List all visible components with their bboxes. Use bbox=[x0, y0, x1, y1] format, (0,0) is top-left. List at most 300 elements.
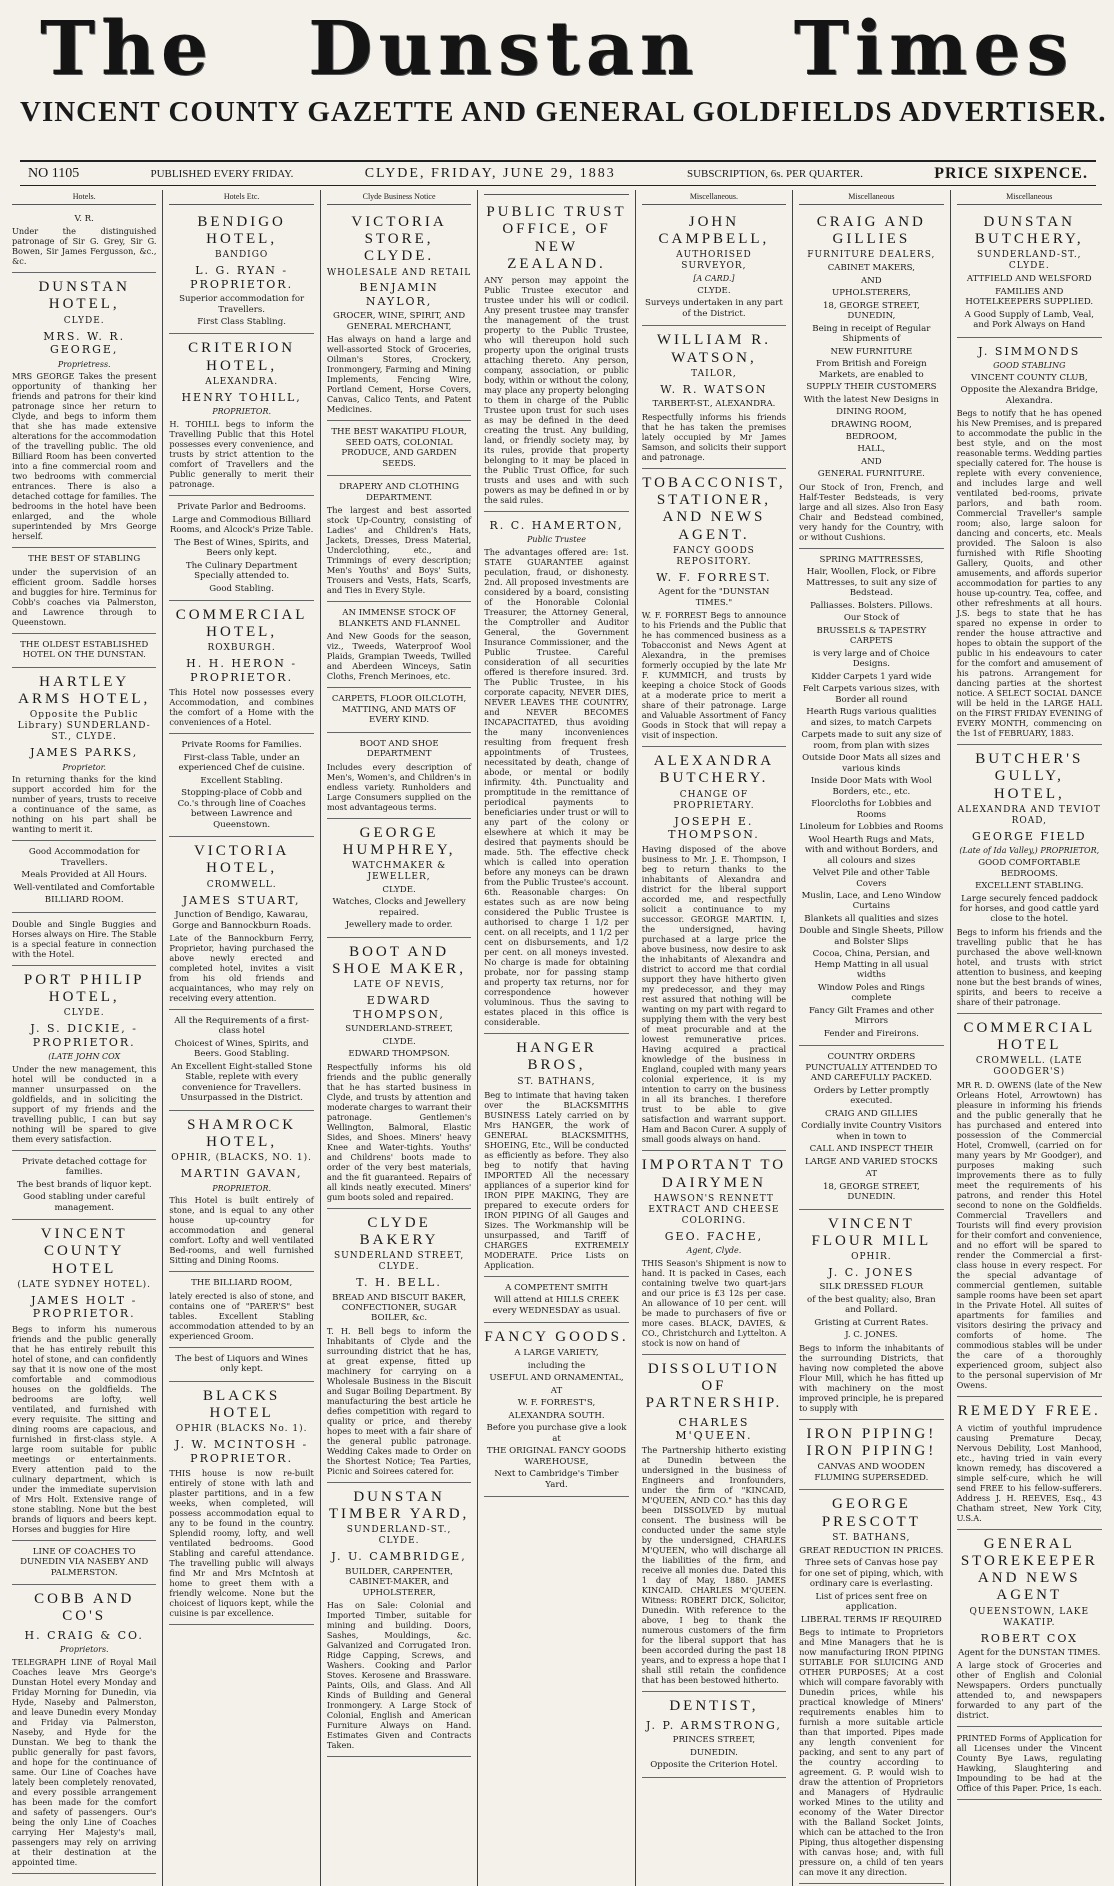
ad-line: DINING ROOM, bbox=[836, 407, 907, 418]
ad-title: TOBACCONIST, STATIONER, AND NEWS AGENT. bbox=[642, 474, 786, 543]
ad-title: DUNSTAN TIMBER YARD, bbox=[328, 1488, 470, 1523]
advertisement bbox=[327, 208, 471, 422]
ad-title: GEORGE PRESCOTT bbox=[821, 1496, 921, 1530]
advertisement bbox=[169, 1010, 313, 1111]
ad-line: Fancy Gilt Frames and other Mirrors bbox=[808, 1005, 934, 1027]
advertisement bbox=[169, 334, 313, 496]
ad-subtitle: CROMWELL. bbox=[206, 879, 277, 890]
publication-frequency: PUBLISHED EVERY FRIDAY. bbox=[150, 167, 294, 180]
ad-title: IRON PIPING! IRON PIPING! bbox=[806, 1425, 937, 1460]
ad-line: The best of Liquors and Wines only kept. bbox=[175, 1353, 308, 1375]
ad-line: V. R. bbox=[74, 213, 94, 224]
ad-proprietor: ROBERT COX bbox=[980, 1631, 1078, 1645]
advertisement bbox=[12, 1220, 156, 1541]
ad-line: Excellent Stabling. bbox=[200, 775, 283, 786]
ad-line: AND bbox=[861, 456, 882, 467]
ad-proprietor: JOSEPH E. THOMPSON. bbox=[668, 814, 760, 841]
advertisement bbox=[799, 208, 943, 549]
column-7 bbox=[951, 190, 1108, 1886]
ad-title: CRAIG AND GILLIES bbox=[816, 213, 926, 247]
ad-proprietor: BENJAMIN NAYLOR, bbox=[359, 281, 439, 308]
advertisement bbox=[327, 938, 471, 1209]
advertisement bbox=[327, 733, 471, 819]
ad-line: GOOD COMFORTABLE BEDROOMS. bbox=[978, 858, 1081, 879]
advertisement bbox=[169, 496, 313, 601]
ad-line: THE OLDEST ESTABLISHED HOTEL ON THE DUNSTAN. bbox=[20, 639, 149, 661]
advertisement bbox=[799, 1490, 943, 1884]
ad-body: Having disposed of the above business to Mr. J. E. Thompson, I beg to return thanks to the inhabitants of Alexandra and district for the liberal support accorded me, and respectfully solicit a continuance to my successor. GEORGE MARTIN. I, the undersigned, having purchased at a large price the above business, now desire to ask the inhabitants of Alexandra and district to accord me that cordial support they have hitherto given my predecessor, and they may rest assured that nothing will be wanting on my part with regard to supplying them with the very best of meat procurable and at the lowest remunerative prices. Having acquired a practical knowledge of the business in England, coupled with many years colonial experience, it is my intention to carry on the business in all its branches. I therefore trust to be able to give satisfaction and warrant support. Ham and Bacon Curer. A supply of small goods always on hand. bbox=[641, 844, 787, 1145]
ad-line: J. C. JONES. bbox=[845, 1330, 898, 1341]
advertisement bbox=[484, 512, 628, 1034]
ad-line: Private detached cottage for families. bbox=[21, 1156, 147, 1178]
ad-line: Junction of Bendigo, Kawarau, Gorge and Bannockburn Roads. bbox=[172, 910, 312, 931]
ad-body: This Hotel is built entirely of stone, and is equal to any other house up-country for accommodation and general comfort. Lofty and well ventilated Bed-rooms, and well furnished Sitting and Dining Rooms. bbox=[169, 1195, 314, 1266]
advertisement bbox=[327, 421, 471, 476]
ad-proprietor: EDWARD THOMPSON, bbox=[353, 994, 445, 1021]
column-heading: Hotels. bbox=[12, 192, 156, 205]
ad-line: Hair, Woollen, Flock, or Fibre Mattresses, to suit any size of Bedstead. bbox=[806, 567, 937, 599]
ad-note: [A CARD.] bbox=[693, 274, 735, 284]
advertisement bbox=[957, 1014, 1102, 1397]
ad-proprietor: JAMES PARKS, bbox=[30, 746, 139, 760]
ad-line: CANVAS AND WOODEN FLUMING SUPERSEDED. bbox=[814, 1462, 929, 1483]
ad-subtitle: Opposite the Public Library) SUNDERLAND-ST., CLYDE. bbox=[17, 710, 151, 743]
ad-body: The advantages offered are: 1st. STATE GUARANTEE against peculation, fraud, or dishonesty. 2nd. All proposed investments are considered by a board, consisting of the Honorable Colonial Treasurer, the Attorney General, the Comptroller and Auditor General, the Government Insurance Commissioner, and the Public Trustee. Careful consideration of all securities offered is therefore insured. 3rd. The Public Trustee, in his corporate capacity, NEVER DIES, NEVER LEAVES THE COUNTRY, and NEVER BECOMES INCAPACITATED, thus avoiding the many inconveniences resulting from frequent fresh appointments of Trustees, necessitated by death, change of abode, or mental or bodily infirmity. 4th. Punctuality and promptitude in the remittance of periodical payments to beneficiaries under trust or will to any part of the colony or elsewhere at which it may be desired that payments should be made. 5th. The effective check which is called into operation before any moneys can be drawn from the Public Trustee's account. 6th. Reasonable charges: On estates such as are now being considered the Public Trustee is authorised to charge 1 1/2 per cent. on all receipts, and 1 1/2 per cent on disbursements, and 1/2 per cent. on all moneys invested. No charge is made for obtaining probate, nor for passing stamp and property tax returns, nor for correspondence however voluminous. Thus the saving to estates placed in this office is considerable. bbox=[484, 547, 629, 1028]
ad-line: Orders by Letter promptly executed. bbox=[813, 1085, 929, 1107]
ad-title: HARTLEY ARMS HOTEL, bbox=[18, 673, 151, 707]
ad-title: WILLIAM R. WATSON, bbox=[656, 332, 771, 366]
ad-title: PORT PHILIP HOTEL, bbox=[23, 971, 145, 1005]
ad-line: First Class Stabling. bbox=[197, 317, 286, 327]
ad-proprietor: HENRY TOHILL, bbox=[181, 390, 302, 404]
ad-subtitle: FANCY GOODS REPOSITORY. bbox=[672, 545, 755, 567]
column-heading bbox=[484, 192, 628, 195]
ad-line: THE BEST WAKATIPU FLOUR, SEED OATS, COLONIAL PRODUCE, AND GARDEN SEEDS. bbox=[331, 427, 467, 469]
masthead bbox=[0, 0, 1114, 160]
advertisement bbox=[327, 476, 471, 602]
newspaper-subtitle: VINCENT COUNTY GAZETTE AND GENERAL GOLDFIELDS ADVERTISER. bbox=[20, 96, 1107, 128]
ad-line: THE BILLIARD ROOM, bbox=[191, 1278, 293, 1289]
advertisement bbox=[957, 1397, 1102, 1529]
ad-line: Large and Commodious Billiard Rooms, and Alcock's Prize Table. bbox=[169, 514, 314, 536]
ad-proprietor: W. F. FORREST. bbox=[656, 570, 772, 584]
ad-line: UPHOLSTERERS, bbox=[832, 288, 911, 299]
ad-body: THIS house is now re-built entirely of stone with lath and plaster partitions, and in a few weeks, when completed, will possess accommodation equal to any to be found in the country. Splendid roomy, lofty, and well ventilated bedrooms. Good Stabling and careful attendance. The travelling public will always find Mr and Mrs McIntosh at home to greet them with a friendly welcome. None but the choicest of liquors kept, while the cuisine is par excellence. bbox=[169, 1468, 314, 1619]
ad-title: GENERAL STOREKEEPER AND NEWS AGENT bbox=[960, 1535, 1098, 1604]
ad-line: CABINET MAKERS, bbox=[827, 263, 915, 274]
ad-line: The Best of Wines, Spirits, and Beers only kept. bbox=[174, 537, 309, 559]
ad-title: DUNSTAN BUTCHERY, bbox=[974, 213, 1084, 247]
title-word-1: The bbox=[40, 6, 214, 92]
column-heading: Miscellaneous. bbox=[642, 192, 786, 205]
ad-title: BOOT AND SHOE MAKER, bbox=[332, 943, 466, 978]
issue-info-bar bbox=[20, 160, 1096, 186]
ad-subtitle: (LATE SYDNEY HOTEL). bbox=[17, 1279, 152, 1290]
ad-body: A victim of youthful imprudence causing Premature Decay, Nervous Debility, Lost Manhood, etc., having tried in vain every known remedy, has discovered a simple self-cure, which he will send FREE to his fellow-sufferers. Address J. H. REEVES, Esq., 43 Chatham street, New York City, U.S.A. bbox=[956, 1422, 1102, 1523]
ad-body: Under the distinguished patronage of Sir G. Grey, Sir G. Bowen, Sir James Fergusson, &c., &c. bbox=[12, 226, 157, 267]
ad-title: GEORGE HUMPHREY, bbox=[342, 824, 456, 858]
advertisement bbox=[12, 273, 156, 548]
ad-title: DUNSTAN HOTEL, bbox=[38, 279, 130, 313]
ad-line: Agent for the "DUNSTAN TIMES." bbox=[658, 587, 770, 608]
ad-body: THIS Season's Shipment is now to hand. It is packed in Cases, each containing twelve two quart-jars and our price is £3 12s per case. An allowance of 10 per cent. will be made to purchasers of five or more cases. BLACK, DAVIES, & CO., Christchurch and Lyttelton. A stock is now on hand of bbox=[641, 1257, 787, 1348]
ad-subtitle: LATE OF NEVIS, bbox=[353, 980, 445, 991]
ad-line: Blankets all qualities and sizes bbox=[804, 913, 939, 924]
ad-line: SPRING MATTRESSES, bbox=[819, 554, 924, 565]
ad-note: Public Trustee bbox=[527, 535, 586, 545]
ad-line: Superior accommodation for Travellers. bbox=[179, 294, 305, 315]
advertisement bbox=[484, 198, 628, 512]
advertisement bbox=[169, 734, 313, 837]
ad-line: Three sets of Canvas hose pay for one set of piping, which, with ordinary care is everlasting. bbox=[799, 1558, 944, 1590]
advertisement bbox=[12, 668, 156, 842]
ad-line: is very large and of Choice Designs. bbox=[812, 648, 930, 670]
ad-body: Has always on hand a large and well-assorted Stock of Groceries, Oilman's Stores, Crockery, Ironmongery, Farming and Mining Implements, Fencing Wire, Portland Cement, Horse Covers, Canvas, Calico Tents, and Patent Medicines. bbox=[326, 334, 472, 415]
column-5 bbox=[636, 190, 793, 1886]
ad-line: GENERAL FURNITURE. bbox=[817, 469, 925, 480]
ad-proprietor: JAMES HOLT - PROPRIETOR. bbox=[31, 1293, 138, 1321]
ad-title: FANCY GOODS. bbox=[484, 1329, 629, 1346]
ad-proprietor: J. P. ARMSTRONG, bbox=[645, 1718, 782, 1732]
advertisement bbox=[169, 1382, 313, 1625]
ad-proprietor: J. SIMMONDS bbox=[978, 344, 1081, 358]
ad-note: PROPRIETOR. bbox=[212, 1183, 272, 1193]
advertisement bbox=[169, 601, 313, 734]
ad-line: First-class Table, under an experienced Chef de cuisine. bbox=[178, 752, 305, 774]
ad-subtitle: ST. BATHANS, bbox=[517, 1076, 596, 1087]
advertisement bbox=[957, 208, 1102, 338]
advertisement bbox=[642, 747, 786, 1151]
advertisement bbox=[484, 1323, 628, 1497]
ad-line: Wool Hearth Rugs and Mats, with and without Borders, and all colours and sizes bbox=[804, 834, 938, 866]
advertisement bbox=[12, 548, 156, 633]
advertisement bbox=[327, 1209, 471, 1483]
ad-subtitle: OPHIR (BLACKS No. 1). bbox=[175, 1424, 308, 1435]
ad-line: The Culinary Department Specially attended to. bbox=[185, 560, 298, 582]
ad-line: Gristing at Current Rates. bbox=[814, 1317, 929, 1328]
ad-line: AT bbox=[550, 1385, 563, 1396]
ad-line: of the best quality; also, Bran and Pollard. bbox=[807, 1294, 936, 1316]
advertisement bbox=[642, 326, 786, 468]
ad-line: Cordially invite Country Visitors when in town to bbox=[801, 1121, 942, 1142]
ad-line: Private Rooms for Families. bbox=[181, 740, 302, 751]
ad-line: Our Stock of bbox=[843, 613, 899, 624]
ad-line: CLYDE. bbox=[697, 285, 731, 296]
ad-title: COMMERCIAL HOTEL, bbox=[175, 606, 308, 641]
ad-title: COMMERCIAL HOTEL bbox=[963, 1019, 1096, 1054]
ad-line: CRAIG AND GILLIES bbox=[824, 1108, 918, 1119]
advertisement bbox=[484, 1277, 628, 1323]
ad-line: All the Requirements of a first-class hotel bbox=[174, 1015, 309, 1037]
column-heading: Miscellaneous bbox=[799, 192, 943, 205]
newspaper-title bbox=[40, 6, 1074, 92]
ad-line: Choicest of Wines, Spirits, and Beers. Good Stabling. bbox=[174, 1038, 309, 1060]
ad-title: VINCENT COUNTY HOTEL bbox=[40, 1226, 128, 1277]
column-2 bbox=[163, 190, 320, 1886]
subscription-rate: SUBSCRIPTION, 6s. PER QUARTER. bbox=[687, 167, 863, 180]
ad-line: BRUSSELS & TAPESTRY CARPETS bbox=[816, 625, 927, 647]
ad-line: Fender and Fireirons. bbox=[823, 1028, 919, 1039]
ad-subtitle: BANDIGO bbox=[214, 250, 269, 261]
ad-subtitle: WHOLESALE AND RETAIL bbox=[326, 267, 472, 278]
ad-line: TARBERT-ST., ALEXANDRA. bbox=[652, 399, 776, 410]
ad-subtitle: CROMWELL. (LATE GOODGER'S) bbox=[975, 1056, 1083, 1078]
ad-subtitle: OPHIR, (BLACKS, NO. 1). bbox=[171, 1153, 312, 1164]
ad-line: PRINCES STREET, bbox=[672, 1735, 756, 1746]
advertisement bbox=[957, 1530, 1102, 1728]
ad-proprietor: GEORGE FIELD bbox=[972, 829, 1087, 843]
advertisement bbox=[642, 1151, 786, 1355]
ad-line: COUNTRY ORDERS PUNCTUALLY ATTENDED TO AND CAREFULLY PACKED. bbox=[805, 1052, 938, 1084]
ad-line: W. F. FORREST'S, bbox=[517, 1398, 596, 1409]
ad-subtitle: QUEENSTOWN, LAKE WAKATIP. bbox=[969, 1606, 1090, 1628]
ad-line: Hearth Rugs various qualities and sizes, to match Carpets bbox=[806, 707, 937, 728]
advertisement bbox=[642, 208, 786, 327]
column-heading: Clyde Business Notice bbox=[327, 192, 471, 205]
ad-line: DUNEDIN. bbox=[689, 1747, 738, 1758]
ad-body: Begs to inform the inhabitants of the surrounding Districts, that having now completed the above Flour Mill, which he has fitted up with machinery on the most improved principle, he is prepared to supply with bbox=[799, 1342, 944, 1413]
ad-body: Respectfully informs his friends that he has taken the premises lately occupied by Mr James Samson, and solicits their support and patronage. bbox=[641, 411, 787, 462]
ad-proprietor: T. H. BELL. bbox=[356, 1276, 442, 1290]
ad-body: MR R. D. OWENS (late of the New Orleans Hotel, Arrowtown) has pleasure in informing his friends and the public generally that he has purchased and entered into possession of the Commercial Hotel, Cromwell, (carried on for many years by Mr Goodger), and purposes making such improvements there as to fully meet the requirements of his patrons, and render this Hotel second to none on the Goldfields. Commercial Travellers and Tourists will find every provision for their comfort and convenience, and no effort will be spared to render the Commercial a first-class house in every respect. For the special advantage of commercial gentlemen, suitable sample rooms have been set apart in the Private Hotel. All suites of apartments for families and visitors desiring the privacy and comforts of home. The commodious stables will be under the care of a thoroughly experienced groom, subject also to the personal supervision of Mr Owens. bbox=[956, 1080, 1102, 1391]
ad-line: HALL, bbox=[857, 444, 886, 455]
ad-line: Good Accommodation for Travellers. bbox=[28, 847, 140, 868]
advertisement bbox=[642, 1355, 786, 1693]
ad-note: (LATE JOHN COX bbox=[48, 1051, 121, 1061]
ad-body: ANY person may appoint the Public Trustee executor and trustee under his will or codicil. Any present trustee may transfer the management of the trust property to the Public Trustee, who will thereupon hold such property upon the original trusts attaching thereto. Any person, company, association, or public body, within or without the colony, may place any property belonging to them in charge of the Public Trustee upon trust for such uses as may be defined in the deed creating the trust. Any building, land, or friendly society may, by its rules, provide that property belonging to it may be placed in the Public Trust Office, for such trusts and uses and with such powers as may be defined in or by the said rules. bbox=[484, 275, 629, 505]
ad-title: DENTIST, bbox=[669, 1698, 759, 1715]
ad-line: AT bbox=[865, 1169, 878, 1180]
title-word-2: Dunstan bbox=[308, 6, 700, 92]
ad-line: Next to Cambridge's Timber Yard. bbox=[494, 1469, 619, 1490]
ad-line: THE ORIGINAL FANCY GOODS WAREHOUSE, bbox=[486, 1446, 627, 1467]
ad-line: SILK DRESSED FLOUR bbox=[819, 1282, 924, 1293]
ad-title: SHAMROCK HOTEL, bbox=[187, 1116, 297, 1151]
ad-line: Surveys undertaken in any part of the District. bbox=[645, 298, 783, 319]
ad-line: ALEXANDRA SOUTH. bbox=[508, 1410, 605, 1421]
ad-line: SUPPLY THEIR CUSTOMERS bbox=[806, 382, 937, 393]
ad-line: DRAPERY AND CLOTHING DEPARTMENT. bbox=[339, 482, 460, 503]
advertisement bbox=[327, 819, 471, 938]
ad-body: H. TOHILL begs to inform the Travelling Public that this Hotel possesses every convenience, and trusts by strict attention to the comfort of Travellers and the Public generally to merit their patronage. bbox=[169, 419, 314, 490]
issue-date: CLYDE, FRIDAY, JUNE 29, 1883 bbox=[364, 165, 616, 181]
ad-line: Watches, Clocks and Jewellery repaired. bbox=[332, 897, 466, 918]
advertisement bbox=[642, 469, 786, 747]
ad-note: Proprietor. bbox=[62, 762, 107, 772]
ad-body: TELEGRAPH LINE of Royal Mail Coaches leave Mrs George's Dunstan Hotel every Monday and Friday Morning for Dunedin, via Hyde, Naseby and Palmerston, and leave Dunedin every Monday and Friday via Palmerston, Naseby, and Hyde for the Dunstan. We beg to thank the public generally for past favors, and hope for the continuance of same. Our Line of Coaches have lately been completely renovated, and every possible arrangement has been made for the comfort and safety of passengers. Our's being the only Line of Coaches carrying Her Majesty's mail, passengers may rely on arriving at their destination at the appointed time. bbox=[12, 1656, 157, 1867]
ad-subtitle: AUTHORISED SURVEYOR, bbox=[676, 250, 752, 272]
ad-subtitle: FURNITURE DEALERS, bbox=[807, 250, 936, 261]
ad-line: 18, GEORGE STREET, DUNEDIN. bbox=[822, 1181, 920, 1203]
ad-body: W. F. FORREST Begs to announce to his Friends and the Public that he has commenced business as a Tobacconist and News Agent at Alexandra, in the premises formerly occupied by the late Mr F. KUMMICH, and trusts by keeping a choice Stock of Goods at a moderate price to merit a share of their patronage. Large and Valuable Assortment of Fancy Goods in Stock that will repay a visit of inspection. bbox=[641, 610, 787, 741]
advertisement bbox=[12, 913, 156, 966]
ad-title: VICTORIA STORE, CLYDE. bbox=[351, 213, 447, 265]
ad-line: Linoleum for Lobbies and Rooms bbox=[799, 822, 944, 833]
ad-proprietor: H. H. HERON - PROPRIETOR. bbox=[186, 657, 298, 684]
ad-line: List of prices sent free on application. bbox=[815, 1591, 928, 1613]
ad-line: VINCENT COUNTY CLUB, bbox=[970, 372, 1088, 383]
ad-line: CALL AND INSPECT THEIR bbox=[809, 1144, 934, 1155]
ad-body: The largest and best assorted stock Up-Country, consisting of Ladies' and Children's Hats, Jackets, Dresses, Dress Material, Underclothing, etc., and Trimmings of every description; Men's Youths' and Boys' Suits, Trousers and Vests, Hats, Scarfs, and Ties in Every Style. bbox=[326, 505, 472, 596]
ad-line: BOOT AND SHOE DEPARTMENT bbox=[359, 738, 439, 760]
ad-subtitle: CHANGE OF PROPRIETARY. bbox=[673, 789, 755, 811]
ad-subtitle: SUNDERLAND-ST., CLYDE. bbox=[977, 250, 1082, 272]
advertisement bbox=[799, 1210, 943, 1420]
ad-line: Jewellery made to order. bbox=[345, 920, 453, 931]
advertisement bbox=[327, 688, 471, 732]
ad-title: COBB AND CO'S bbox=[34, 1591, 135, 1625]
ad-line: Agent for the DUNSTAN TIMES. bbox=[958, 1648, 1101, 1658]
ad-line: EXCELLENT STABLING. bbox=[975, 881, 1084, 892]
ad-title: ALEXANDRA BUTCHERY. bbox=[653, 753, 775, 787]
ad-line: A COMPETENT SMITH bbox=[505, 1282, 608, 1293]
ad-line: Double and Single Sheets, Pillow and Bolster Slips bbox=[799, 926, 944, 947]
ad-body: PRINTED Forms of Application for all Licenses under the Vincent County Bye Laws, regulating Hawking, Slaughtering and Impounding to be had at the Office of this Paper. Price, 1s each. bbox=[956, 1733, 1102, 1794]
ad-line: AN IMMENSE STOCK OF BLANKETS AND FLANNEL bbox=[338, 608, 460, 629]
advertisement bbox=[799, 1420, 943, 1490]
ad-proprietor: L. G. RYAN - PROPRIETOR. bbox=[190, 264, 294, 291]
ad-line: Being in receipt of Regular Shipments of bbox=[812, 323, 931, 345]
column-heading: Miscellaneous bbox=[957, 192, 1102, 205]
advertisement bbox=[484, 1034, 628, 1276]
ad-note: PROPRIETOR. bbox=[212, 407, 272, 417]
ad-line: A LARGE VARIETY, bbox=[514, 1348, 599, 1359]
advertisement bbox=[12, 208, 156, 273]
ad-line: BILLIARD ROOM. bbox=[44, 895, 124, 906]
ad-line: including the bbox=[527, 1360, 586, 1371]
ad-line: FAMILIES AND HOTELKEEPERS SUPPLIED. bbox=[965, 286, 1094, 308]
ad-line: A Good Supply of Lamb, Veal, and Pork Always on Hand bbox=[964, 309, 1094, 331]
ad-line: An Excellent Eight-stalled Stone Stable, replete with every convenience for Travellers. Unsurpassed in the District. bbox=[171, 1061, 313, 1104]
ad-title: BENDIGO HOTEL, bbox=[197, 213, 286, 247]
ad-subtitle: WATCHMAKER & JEWELLER, bbox=[351, 861, 447, 883]
column-3 bbox=[321, 190, 478, 1886]
ad-proprietor: W. R. WATSON bbox=[660, 382, 768, 396]
ad-line: AND bbox=[861, 275, 882, 286]
advertisement bbox=[12, 1541, 156, 1585]
ad-line: Palliasses. Bolsters. Pillows. bbox=[810, 600, 933, 611]
ad-proprietor: J. U. CAMBRIDGE, bbox=[331, 1550, 467, 1564]
ad-title: DISSOLUTION OF PARTNERSHIP. bbox=[645, 1360, 783, 1412]
ad-line: Meals Provided at All Hours. bbox=[21, 870, 147, 881]
ad-line: With the latest New Designs in bbox=[803, 394, 939, 405]
ad-line: Muslin, Lace, and Leno Window Curtains bbox=[801, 890, 942, 912]
ad-line: Will attend at HILLS CREEK every WEDNESDAY as usual. bbox=[492, 1295, 621, 1316]
ad-body: Begs to inform his numerous friends and the public generally that he has entirely rebuilt this hotel of stone, and can confidently say that it is now one of the most comfortable and commodious houses on the goldfields. The bedrooms are lofty, well ventilated, and furnished with every requisite. The sitting and dining rooms are capacious, and furnished in first-class style. A large room suitable for public meetings or entertainments. Every attention paid to the culinary department, which is under the immediate supervision of Mrs Holt. Extensive range of stone stabling. None but the best brands of liquors and beers kept. Horses and buggies for Hire bbox=[12, 1323, 157, 1534]
advertisement bbox=[12, 1151, 156, 1220]
advertisement bbox=[169, 208, 313, 335]
ad-proprietor: CHARLES M'QUEEN. bbox=[675, 1415, 753, 1443]
ad-line: CLYDE. bbox=[382, 1036, 416, 1047]
ad-body: lately erected is also of stone, and contains one of "PARER'S" best tables. Excellent Stabling accommodation attended to by an experienced Groom. bbox=[169, 1290, 314, 1341]
ad-body: Begs to inform his friends and the travelling public that he has purchased the above well-known hotel, and trusts with strict attention to business, and keeping none but the best brands of wines, spirits, and beers to receive a share of their patronage. bbox=[956, 926, 1102, 1007]
ad-line: NEW FURNITURE bbox=[830, 346, 913, 357]
ad-line: The best brands of liquor kept. bbox=[16, 1179, 152, 1190]
ad-line: Large securely fenced paddock for horses, and good cattle yard close to the hotel. bbox=[959, 893, 1099, 925]
advertisement bbox=[169, 1272, 313, 1347]
ad-line: Opposite the Criterion Hotel. bbox=[650, 1760, 778, 1771]
ad-body: Includes every description of Men's, Women's, and Children's in endless variety. Runholders and Large Consumers supplied on the most advantageous terms. bbox=[326, 761, 472, 812]
ad-subtitle: OPHIR. bbox=[851, 1252, 892, 1263]
ad-proprietor: R. C. HAMERTON, bbox=[489, 519, 624, 532]
ad-subtitle: HAWSON'S RENNETT EXTRACT AND CHEESE COLORING. bbox=[648, 1193, 780, 1226]
ad-subtitle: CLYDE. bbox=[63, 315, 105, 326]
ad-body: In returning thanks for the kind support accorded him for the number of years, trusts to receive a continuance of the same, as nothing on his part shall be wanting to merit it. bbox=[12, 774, 157, 835]
issue-number: NO 1105 bbox=[28, 165, 80, 181]
ad-body: Has on Sale: Colonial and Imported Timber, suitable for mining and building. Doors, Sashes, Mouldings, &c. Galvanized and Corrugated Iron. Ridge Capping, Screws, and Washers. Cooking and Parlor Stoves. Kerosene and Brassware. Paints, Oils, and Glass. And All Kinds of Building and General Ironmongery. A Large Stock of Colonial, English and American Furniture Always on Hand. Estimates Given and Contracts Taken. bbox=[326, 1600, 472, 1751]
ad-title: CRITERION HOTEL, bbox=[188, 340, 296, 374]
ad-subtitle: CLYDE. bbox=[63, 1008, 105, 1019]
advertisement bbox=[327, 1483, 471, 1757]
ad-title: HANGER BROS, bbox=[516, 1040, 597, 1074]
ad-line: GROCER, WINE, SPIRIT, AND GENERAL MERCHANT, bbox=[333, 311, 466, 332]
ad-line: SUNDERLAND-STREET, bbox=[345, 1024, 453, 1035]
column-6 bbox=[793, 190, 950, 1886]
ad-subtitle: ST. BATHANS, bbox=[832, 1532, 911, 1543]
advertisement bbox=[169, 1111, 313, 1273]
ad-line: Before you purchase give a look at bbox=[486, 1423, 627, 1444]
advertisement bbox=[12, 634, 156, 668]
ad-note: (Late of Ida Valley,) PROPRIETOR, bbox=[959, 846, 1100, 856]
ad-proprietor: MRS. W. R. GEORGE, bbox=[43, 329, 126, 357]
advertisement bbox=[799, 1046, 943, 1209]
advertisement bbox=[957, 745, 1102, 1014]
ad-line: LIBERAL TERMS IF REQUIRED bbox=[800, 1614, 942, 1625]
ad-line: GREAT REDUCTION IN PRICES. bbox=[799, 1545, 944, 1556]
ad-proprietor: JAMES STUART, bbox=[182, 893, 301, 907]
ad-title: VINCENT FLOUR MILL bbox=[811, 1215, 932, 1249]
ad-line: 18, GEORGE STREET, DUNEDIN, bbox=[822, 300, 920, 322]
ad-body: Under the new management, this hotel will be conducted in a manner unsurpassed on the goldfields, and in soliciting the support of my friends and the travelling public, I can but say nothing will be spared to give them every satisfaction. bbox=[12, 1063, 157, 1144]
ad-title: JOHN CAMPBELL, bbox=[658, 213, 770, 247]
ad-line: Velvet Pile and other Table Covers bbox=[812, 868, 930, 889]
column-1 bbox=[6, 190, 163, 1886]
ad-note: Proprietress. bbox=[57, 359, 111, 369]
ad-body: Begs to notify that he has opened his New Premises, and is prepared to accommodate the public in the best style, and on the most reasonable terms. Wedding parties specially catered for. The house is replete with every convenience, and includes large and well ventilated bed-rooms, private parlors, and bath room. Commercial Traveller's sample room; also, large saloon for dancing and concerts, etc. Meals provided. The Saloon is also furnished with Rifle Shooting Gallery, Quoits, and other amusements, and affords superior accommodation for parties to any house up-country. Tea, coffee, and other refreshments at all hours. J.S. begs to state that he has spared no expense in order to render the house attractive and hopes to obtain the support of the public in his endeavours to cater for the comfort and amusement of his patrons. Arrangement for dancing parties at the shortest notice. A SELECT SOCIAL DANCE will be held in the LARGE HALL on the FIRST FRIDAY EVENING of EVERY MONTH, commencing on the 1st of FEBRUARY, 1883. bbox=[956, 408, 1102, 739]
ad-subtitle: SUNDERLAND STREET, CLYDE. bbox=[333, 1251, 465, 1273]
ad-body: Beg to intimate that having taken over the BLACKSMITHS BUSINESS Lately carried on by Mrs HANGER, the work of GENERAL BLACKSMITHS, SHOEING, Etc., Will be conducted as efficiently as before. They also beg to notify that having IMPORTED All the necessary appliances of a superior kind for IRON PIPE MAKING, They are prepared to execute orders for IRON PIPING Of all Gauges and Sizes. The Workmanship will be unsurpassed, and Tariff of CHARGES EXTREMELY MODERATE. Price Lists on Application. bbox=[484, 1089, 629, 1270]
ad-line: Stopping-place of Cobb and Co.'s through line of Coaches between Lawrence and Queenstown. bbox=[177, 788, 306, 830]
ad-line: DRAWING ROOM, bbox=[831, 419, 912, 430]
issue-price: PRICE SIXPENCE. bbox=[934, 164, 1088, 182]
ad-line: LARGE AND VARIED STOCKS bbox=[804, 1156, 938, 1167]
ad-proprietor: GEO. FACHE, bbox=[664, 1229, 764, 1243]
ad-proprietor: MARTIN GAVAN, bbox=[180, 1167, 303, 1181]
ad-subtitle: ALEXANDRA AND TEVIOT ROAD, bbox=[957, 804, 1101, 826]
ad-line: USEFUL AND ORNAMENTAL, bbox=[489, 1373, 624, 1384]
ad-body: under the supervision of an efficient groom. Saddle horses and buggies for hire. Terminus for Cobb's coaches via Palmerston, and Lawrence through to Queenstown. bbox=[12, 566, 157, 627]
ad-line: Good Stabling. bbox=[209, 583, 274, 594]
advertisement bbox=[957, 338, 1102, 746]
ad-line: EDWARD THOMPSON. bbox=[348, 1049, 450, 1060]
ad-title: REMEDY FREE. bbox=[957, 1403, 1101, 1420]
ad-line: Felt Carpets various sizes, with Border all round bbox=[802, 684, 940, 705]
column-heading: Hotels Etc. bbox=[169, 192, 313, 205]
ad-subtitle: ROXBURGH. bbox=[207, 643, 276, 654]
advertisement-columns bbox=[6, 190, 1108, 1878]
advertisement bbox=[12, 1585, 156, 1874]
ad-line: Floorcloths for Lobbies and Rooms bbox=[811, 799, 932, 820]
ad-body: Late of the Bannockburn Ferry, Proprietor, having purchased the above newly erected and completed hotel, invites a visit from his old friends and acquaintances, who may rely on receiving every attention. bbox=[169, 932, 314, 1003]
ad-body: This Hotel now possesses every Accommodation, and combines the comfort of a Home with the conveniences of a Hotel. bbox=[169, 687, 314, 728]
ad-line: Good stabling under careful management. bbox=[23, 1192, 146, 1213]
ad-line: Cocoa, China, Persian, and Hemp Matting in all usual widths bbox=[812, 949, 931, 981]
advertisement bbox=[327, 602, 471, 688]
ad-note: GOOD STABLING bbox=[993, 361, 1066, 371]
advertisement bbox=[12, 841, 156, 912]
ad-line: BREAD AND BISCUIT BAKER, CONFECTIONER, SUGAR BOILER, &c. bbox=[332, 1292, 467, 1324]
ad-proprietor: J. W. MCINTOSH - PROPRIETOR. bbox=[174, 1438, 309, 1465]
